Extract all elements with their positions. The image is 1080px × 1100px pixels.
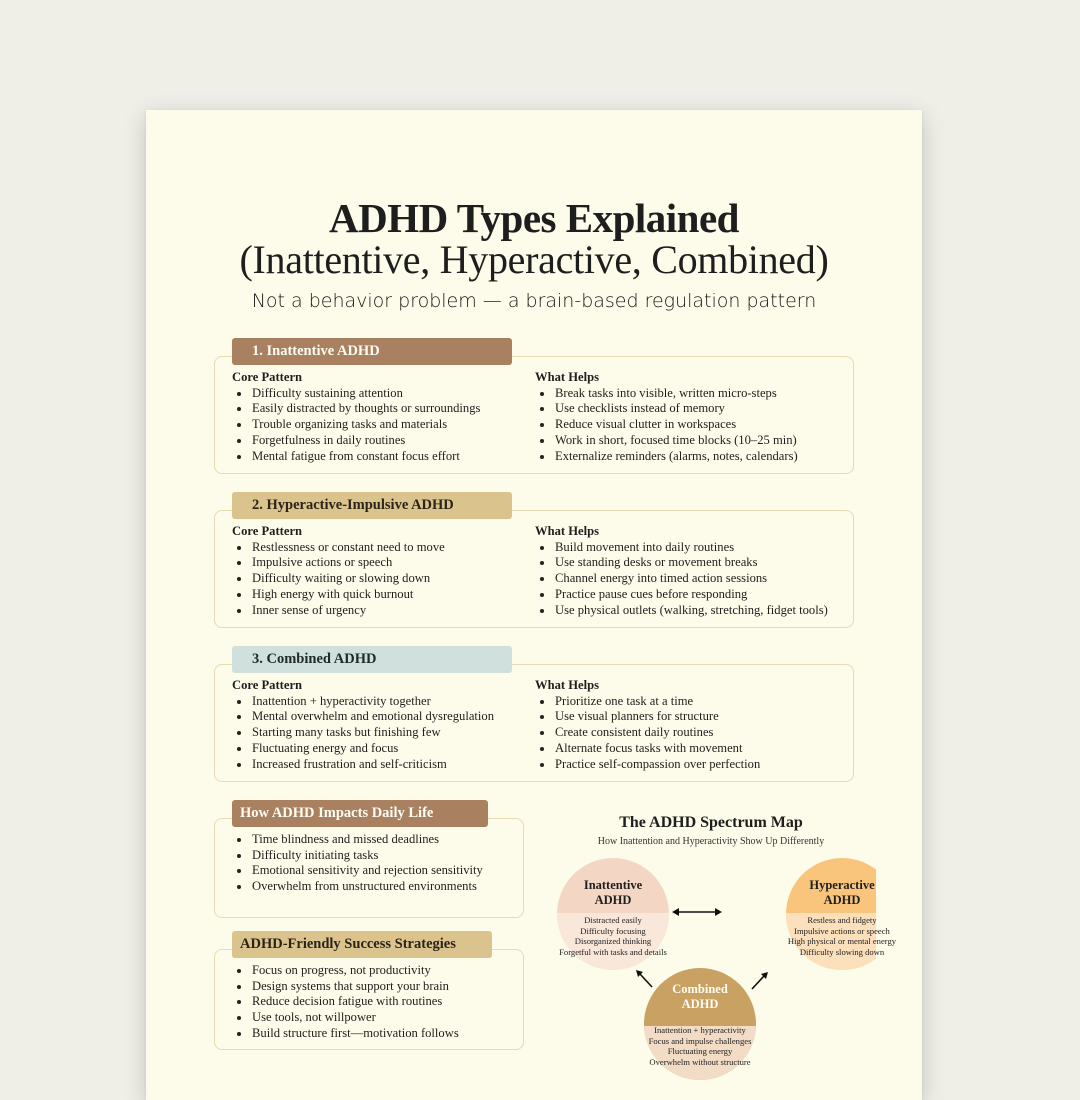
list-item: Mental fatigue from constant focus effort [232, 449, 480, 465]
strategies-tag: ADHD-Friendly Success Strategies [232, 931, 492, 958]
poster-sheet [146, 110, 922, 1100]
list-item: Focus on progress, not productivity [232, 963, 459, 979]
inattentive-circle-title [556, 878, 670, 908]
list-item: Reduce decision fatigue with routines [232, 994, 459, 1010]
section-combined-core [232, 678, 494, 772]
circle-item: Difficulty focusing [580, 925, 646, 936]
list-item: Practice pause cues before responding [535, 587, 828, 603]
circle-title-line: ADHD [594, 893, 632, 907]
list-item: Build movement into daily routines [535, 540, 828, 556]
circle-item: Focus and impulse challenges [648, 1035, 752, 1046]
list-item: Work in short, focused time blocks (10–25 min) [535, 433, 798, 449]
circle-item: Impulsive actions or speech [794, 925, 890, 936]
circle-item: Disorganized thinking [574, 936, 652, 946]
section-combined-tag: 3. Combined ADHD [232, 646, 512, 673]
what-helps-heading: What Helps [535, 678, 600, 692]
list-item: Create consistent daily routines [535, 725, 760, 741]
list-item: Difficulty waiting or slowing down [232, 571, 445, 587]
section-hyperactive-core [232, 524, 445, 618]
spectrum-map-subtitle: How Inattention and Hyperactivity Show Up Differently [597, 836, 825, 847]
list-item: Inner sense of urgency [232, 603, 445, 619]
list-item: Starting many tasks but finishing few [232, 725, 494, 741]
poster-subtitle: Not a behavior problem — a brain-based regulation pattern [251, 290, 817, 312]
list-item: Easily distracted by thoughts or surroundings [232, 401, 480, 417]
list-item: Break tasks into visible, written micro-steps [535, 386, 798, 402]
list-item: Impulsive actions or speech [232, 555, 445, 571]
list-item: Fluctuating energy and focus [232, 741, 494, 757]
core-pattern-heading: Core Pattern [232, 370, 303, 384]
section-hyperactive-tag: 2. Hyperactive-Impulsive ADHD [232, 492, 512, 519]
circle-title-line: Hyperactive [809, 878, 875, 892]
core-pattern-heading: Core Pattern [232, 678, 303, 692]
strategies-list [232, 963, 459, 1042]
list-item: Use standing desks or movement breaks [535, 555, 828, 571]
list-item: Design systems that support your brain [232, 979, 459, 995]
circle-item: Difficulty slowing down [799, 946, 885, 957]
circle-item: Overwhelm without structure [649, 1056, 751, 1067]
circle-item: Fluctuating energy [667, 1046, 733, 1056]
impacts-tag: How ADHD Impacts Daily Life [232, 800, 488, 827]
list-item: Build structure first—motivation follows [232, 1026, 459, 1042]
list-item: Emotional sensitivity and rejection sensitivity [232, 863, 483, 879]
circle-item: High physical or mental energy [787, 936, 897, 946]
list-item: Externalize reminders (alarms, notes, calendars) [535, 449, 798, 465]
list-item: Inattention + hyperactivity together [232, 694, 494, 710]
combined-circle-items [635, 1025, 765, 1067]
core-pattern-heading: Core Pattern [232, 524, 303, 538]
circle-item: Forgetful with tasks and details [559, 946, 667, 957]
spectrum-map-title: The ADHD Spectrum Map [619, 814, 803, 831]
list-item: Difficulty sustaining attention [232, 386, 480, 402]
list-item: High energy with quick burnout [232, 587, 445, 603]
impacts-list [232, 832, 483, 895]
list-item: Trouble organizing tasks and materials [232, 417, 480, 433]
list-item: Mental overwhelm and emotional dysregulation [232, 709, 494, 725]
section-inattentive-tag: 1. Inattentive ADHD [232, 338, 512, 365]
list-item: Channel energy into timed action sessions [535, 571, 828, 587]
circle-item: Inattention + hyperactivity [654, 1025, 746, 1035]
list-item: Time blindness and missed deadlines [232, 832, 483, 848]
list-item: Use checklists instead of memory [535, 401, 798, 417]
list-item: Difficulty initiating tasks [232, 848, 483, 864]
circle-title-line: Combined [672, 982, 728, 996]
poster-title: ADHD Types Explained [329, 195, 739, 241]
list-item: Use visual planners for structure [535, 709, 760, 725]
list-item: Use tools, not willpower [232, 1010, 459, 1026]
circle-title-line: ADHD [823, 893, 861, 907]
circle-item: Distracted easily [584, 915, 642, 925]
list-item: Practice self-compassion over perfection [535, 757, 760, 773]
what-helps-heading: What Helps [535, 370, 600, 384]
list-item: Forgetfulness in daily routines [232, 433, 480, 449]
list-item: Reduce visual clutter in workspaces [535, 417, 798, 433]
list-item: Restlessness or constant need to move [232, 540, 445, 556]
circle-item: Restless and fidgety [807, 915, 877, 925]
list-item: Overwhelm from unstructured environments [232, 879, 483, 895]
section-hyperactive-helps [535, 524, 828, 618]
list-item: Increased frustration and self-criticism [232, 757, 494, 773]
hyperactive-circle-title [785, 878, 899, 908]
list-item: Use physical outlets (walking, stretching, fidget tools) [535, 603, 828, 619]
list-item: Prioritize one task at a time [535, 694, 760, 710]
combined-circle-title [643, 982, 757, 1012]
list-item: Alternate focus tasks with movement [535, 741, 760, 757]
section-inattentive-core [232, 370, 480, 464]
poster-title-line2: (Inattentive, Hyperactive, Combined) [239, 237, 829, 282]
circle-title-line: Inattentive [583, 878, 643, 892]
hyperactive-circle-items [772, 915, 912, 957]
circle-title-line: ADHD [681, 997, 719, 1011]
section-combined-helps [535, 678, 760, 772]
inattentive-circle-items [546, 915, 680, 957]
what-helps-heading: What Helps [535, 524, 600, 538]
section-inattentive-helps [535, 370, 798, 464]
